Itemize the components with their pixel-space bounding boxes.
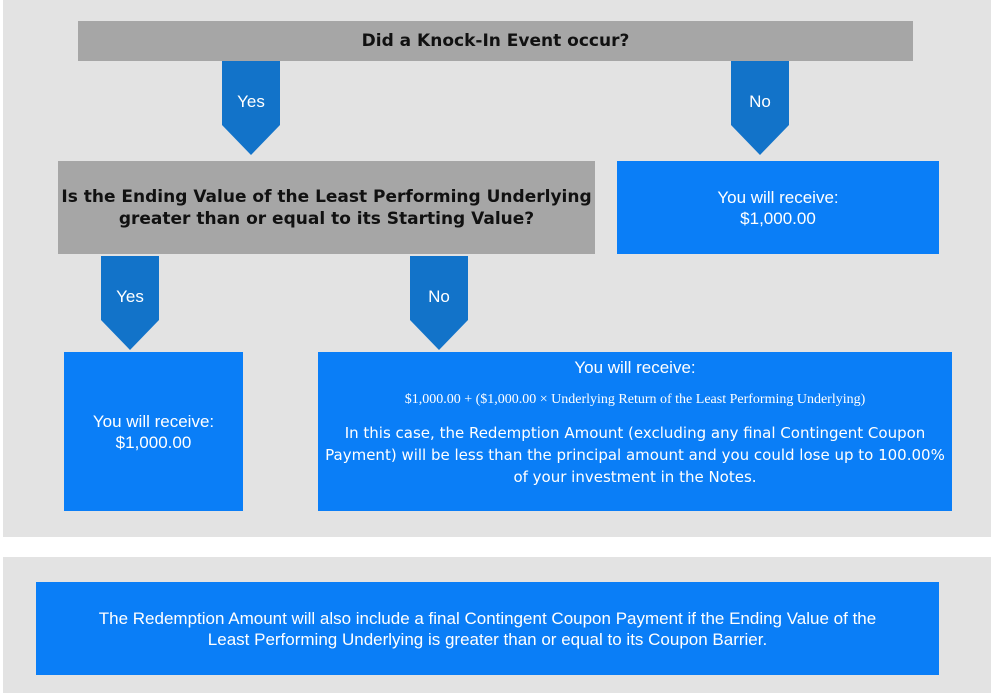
q1-no-label: No	[749, 92, 771, 111]
no-knock-in-result-box	[617, 161, 939, 254]
coupon-note-box	[36, 582, 939, 675]
yes-result-line1: You will receive:	[92, 411, 215, 431]
q2-no-arrow	[410, 256, 468, 350]
no-result-line1: You will receive:	[574, 358, 696, 377]
q1-no-arrow	[731, 61, 789, 155]
knock-in-question-text: Did a Knock-In Event occur?	[361, 31, 630, 51]
loss-explanation-line2: Payment) will be less than the principal amount and you could lose up to 100.00%	[325, 446, 945, 464]
yes-result-amount: $1,000.00	[115, 432, 192, 452]
no-result-box	[318, 352, 952, 511]
q2-yes-arrow	[101, 256, 159, 350]
loss-explanation-line1: In this case, the Redemption Amount (excluding any final Contingent Coupon	[344, 424, 926, 442]
loss-explanation	[325, 422, 945, 488]
q1-yes-arrow	[222, 61, 280, 155]
coupon-note-line2: Least Performing Underlying is greater than or equal to its Coupon Barrier.	[207, 629, 768, 649]
coupon-note-line1: The Redemption Amount will also include a final Contingent Coupon Payment if the Ending Value of the	[98, 608, 877, 628]
knock-in-question-box	[78, 21, 913, 61]
yes-result-box	[64, 352, 243, 511]
no-knock-in-result-amount: $1,000.00	[740, 208, 816, 228]
q2-yes-label: Yes	[116, 287, 144, 306]
no-knock-in-result-line1: You will receive:	[717, 187, 839, 207]
ending-value-question-line2: greater than or equal to its Starting Value?	[118, 208, 535, 229]
q1-yes-label: Yes	[237, 92, 265, 111]
ending-value-question-line1: Is the Ending Value of the Least Performing Underlying	[61, 186, 592, 207]
redemption-formula: $1,000.00 + ($1,000.00 × Underlying Return of the Least Performing Underlying)	[404, 392, 866, 407]
q2-no-label: No	[428, 287, 450, 306]
ending-value-question-box	[58, 161, 595, 254]
loss-explanation-line3: of your investment in the Notes.	[513, 468, 757, 486]
